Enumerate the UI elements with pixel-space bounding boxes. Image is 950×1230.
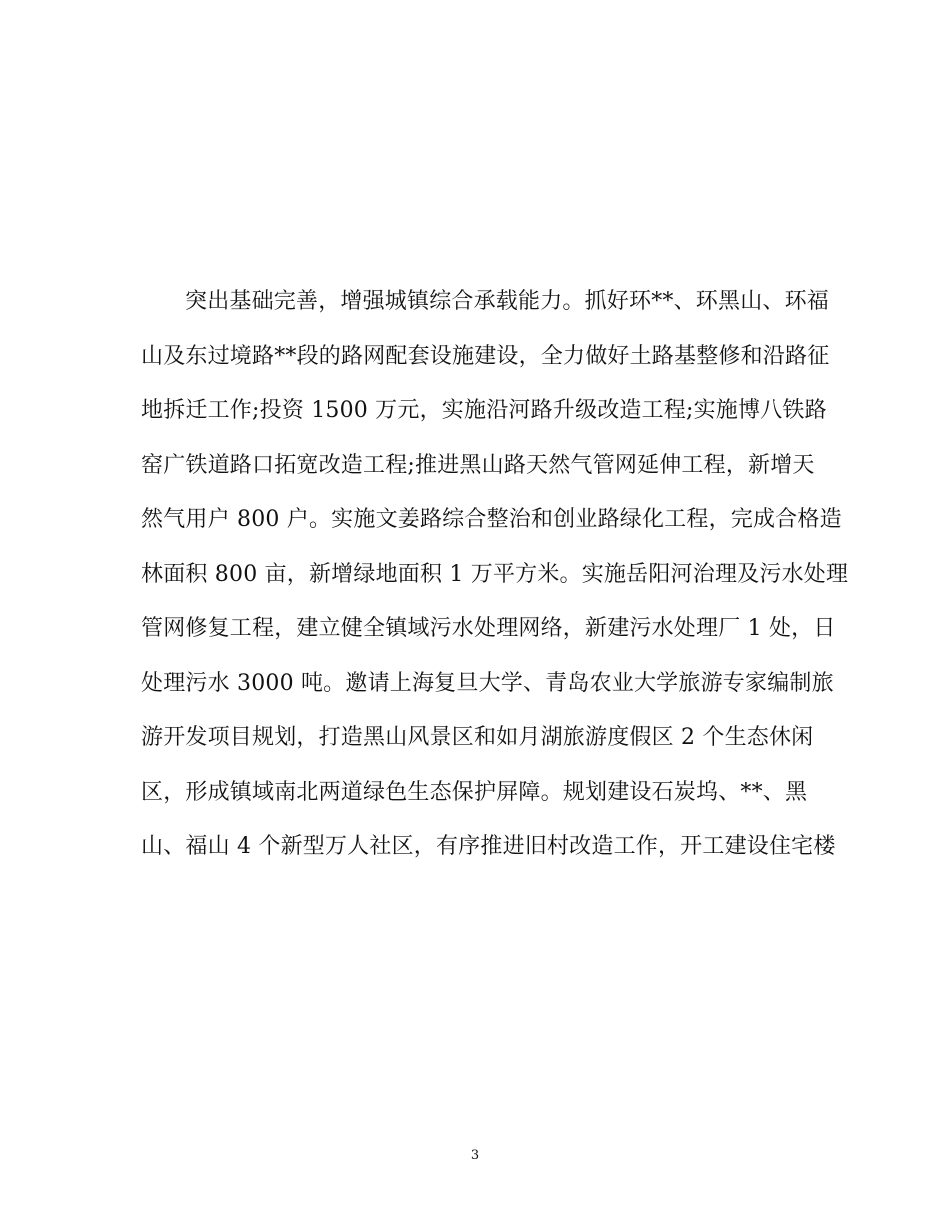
paragraph-line: 窑广铁道路口拓宽改造工程;推进黑山路天然气管网延伸工程，新增天 [141,452,815,478]
paragraph-line: 游开发项目规划，打造黑山风景区和如月湖旅游度假区 2 个生态休闲 [141,725,814,750]
paragraph-line: 然气用户 800 户。实施文姜路综合整治和创业路绿化工程，完成合格造 [141,507,842,532]
paragraph-line: 山、福山 4 个新型万人社区，有序推进旧村改造工作，开工建设住宅楼 [141,834,836,859]
paragraph-line: 林面积 800 亩，新增绿地面积 1 万平方米。实施岳阳河治理及污水处理 [141,561,849,587]
paragraph-line: 山及东过境路**段的路网配套设施建设，全力做好土路基整修和沿路征 [141,343,830,369]
paragraph-line: 区，形成镇域南北两道绿色生态保护屏障。规划建设石炭坞、**、黑 [141,779,808,805]
paragraph-line: 管网修复工程，建立健全镇域污水处理网络，新建污水处理厂 1 处，日 [141,616,836,641]
page-number: 3 [470,1148,480,1163]
paragraph-line: 突出基础完善，增强城镇综合承载能力。抓好环**、环黑山、环福 [185,289,830,314]
paragraph [141,280,849,880]
paragraph-line: 地拆迁工作;投资 1500 万元，实施沿河路升级改造工程;实施博八铁路 [141,398,827,423]
paragraph-line: 处理污水 3000 吨。邀请上海复旦大学、青岛农业大学旅游专家编制旅 [141,670,834,696]
